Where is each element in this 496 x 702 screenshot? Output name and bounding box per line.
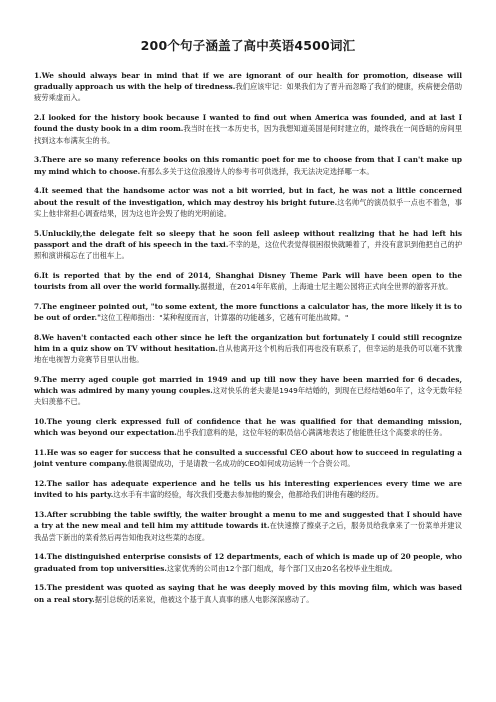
- sentence-item: [34, 301, 462, 323]
- sentence-item: [34, 332, 462, 366]
- sentence-number: 7.: [34, 301, 42, 311]
- sentence-item: [34, 374, 462, 408]
- sentence-number: 4.: [34, 186, 42, 196]
- chinese-translation: 有那么多关于这位浪漫诗人的参考书可供选择，我无法决定选择哪一本。: [140, 166, 374, 176]
- english-sentence: After scrubbing the table swiftly, the waiter brought a menu to me and suggested that I should have a try at the new meal and tell him my attitude towards it.: [34, 510, 462, 531]
- english-sentence: Unluckily,the delegate felt so sleepy that he soon fell asleep without realizing that he had left his passport and the draft of his speech in the taxi.: [34, 228, 462, 249]
- sentence-list: [34, 70, 462, 605]
- english-sentence: It is reported that by the end of 2014, Shanghai Disney Theme Park will have been open to the tourists from all over the world formally.: [34, 270, 462, 292]
- sentence-number: 13.: [34, 510, 47, 520]
- sentence-number: 11.: [34, 448, 47, 458]
- sentence-item: [34, 582, 462, 604]
- english-sentence: The merry aged couple got married in 1949 and up till now they have been married for 6 decades, which was admired by many young couples.: [34, 375, 462, 396]
- sentence-item: [34, 551, 462, 573]
- english-sentence: We should always bear in mind that if we are ignorant of our health for promotion, disease will gradually approach us with the help of tiredness.: [34, 71, 462, 92]
- english-sentence: The young clerk expressed full of confidence that he was qualified for that demanding mission, which was beyond our expectation.: [34, 417, 462, 438]
- sentence-item: [34, 154, 462, 176]
- document-title: 200个句子涵盖了高中英语4500词汇: [140, 38, 356, 53]
- chinese-translation: 这水手有丰富的经验，每次我们受邀去参加他的聚会，他都给我们讲他有趣的经历。: [113, 490, 384, 500]
- sentence-item: [34, 447, 462, 469]
- chinese-translation: 据引总统的话来说，他被这个基于真人真事的感人电影深深感动了。: [94, 594, 314, 604]
- chinese-translation: 他很渴望成功，于是请教一名成功的CEO如何成功运转一个合资公司。: [127, 459, 355, 469]
- chinese-translation: 出乎我们意料的是，这位年轻的职员信心满满地表达了他能胜任这个高要求的任务。: [176, 428, 447, 438]
- sentence-item: [34, 478, 462, 500]
- sentence-number: 10.: [34, 417, 47, 427]
- english-sentence: I looked for the history book because I wanted to find out when America was founded, and at last I found the dusty book in a dim room.: [34, 113, 462, 134]
- sentence-number: 15.: [34, 583, 47, 593]
- english-sentence: The distinguished enterprise consists of 12 departments, each of which is made up of 20 people, who graduated from top universities.: [34, 552, 462, 573]
- sentence-number: 2.: [34, 113, 42, 123]
- english-sentence: It seemed that the handsome actor was not a bit worried, but in fact, he was not a little concerned about the result of the investigation, which may destroy his bright future.: [34, 186, 462, 207]
- chinese-translation: 不幸的是，这位代表觉得很困很快就睡着了，并没有意识到他把自己的护照和演讲稿忘在了出租车上。: [34, 239, 463, 261]
- chinese-translation: 据报道，在2014年年底前，上海迪士尼主题公园将正式向全世界的游客开放。: [200, 282, 453, 292]
- chinese-translation: 我们应该牢记：如果我们为了晋升而忽略了我们的健康，疾病便会借助疲劳乘虚而入。: [34, 82, 462, 103]
- english-sentence: The president was quoted as saying that he was deeply moved by this moving film, which was based on a real story.: [34, 583, 462, 604]
- english-sentence: We haven't contacted each other since he left the organization but fortunately I could still recognize him in a quiz show on TV without hesitation.: [34, 332, 462, 354]
- chinese-translation: 在快速擦了擦桌子之后，服务员给我拿来了一份菜单并建议我品尝下新出的菜肴然后再告知他我对这些菜的态度。: [34, 521, 463, 542]
- chinese-translation: 自从他离开这个机构后我们再也没有联系了，但幸运的是我仍可以毫不犹豫地在电视智力竞赛节目里认出他。: [34, 344, 462, 365]
- english-sentence: The sailor has adequate experience and he tells us his interesting experiences every time we are invited to his party.: [34, 479, 462, 500]
- english-sentence: He was so eager for success that he consulted a successful CEO about how to succeed in regulating a joint venture company.: [34, 448, 462, 469]
- sentence-item: [34, 185, 462, 219]
- sentence-item: [34, 70, 462, 104]
- sentence-item: [34, 509, 462, 543]
- sentence-number: 8.: [34, 332, 42, 342]
- sentence-number: 1.: [34, 71, 42, 80]
- sentence-item: [34, 270, 462, 292]
- chinese-translation: 这位工程师指出："某种程度而言，计算器的功能越多，它越有可能出故障。": [100, 313, 349, 323]
- chinese-translation: 这家优秀的公司由12个部门组成，每个部门又由20名名校毕业生组成。: [166, 563, 398, 573]
- english-sentence: The engineer pointed out, "to some extent, the more functions a calculator has, the more likely it is to be out of order.": [34, 301, 462, 323]
- english-sentence: There are so many reference books on this romantic poet for me to choose from that I can't make up my mind which to choose.: [34, 155, 462, 176]
- sentence-number: 6.: [34, 270, 42, 280]
- sentence-number: 9.: [34, 375, 42, 385]
- chinese-translation: 这名帅气的演员似乎一点也不着急，事实上他非常担心调查结果，因为这也许会毁了他的光明前途。: [34, 197, 462, 218]
- chinese-translation: 我当时在找一本历史书，因为我想知道美国是何时建立的，最终我在一间昏暗的房间里找到这本布满灰尘的书。: [34, 124, 463, 145]
- sentence-number: 3.: [34, 155, 42, 165]
- sentence-item: [34, 228, 462, 262]
- sentence-number: 12.: [34, 479, 47, 489]
- chinese-translation: 这对快乐的老夫妻是1949年结婚的，到现在已经结婚60年了，这令无数年轻夫妇羡慕不已。: [34, 386, 462, 407]
- sentence-number: 14.: [34, 552, 47, 562]
- sentence-item: [34, 416, 462, 438]
- sentence-number: 5.: [34, 228, 42, 238]
- sentence-item: [34, 112, 462, 146]
